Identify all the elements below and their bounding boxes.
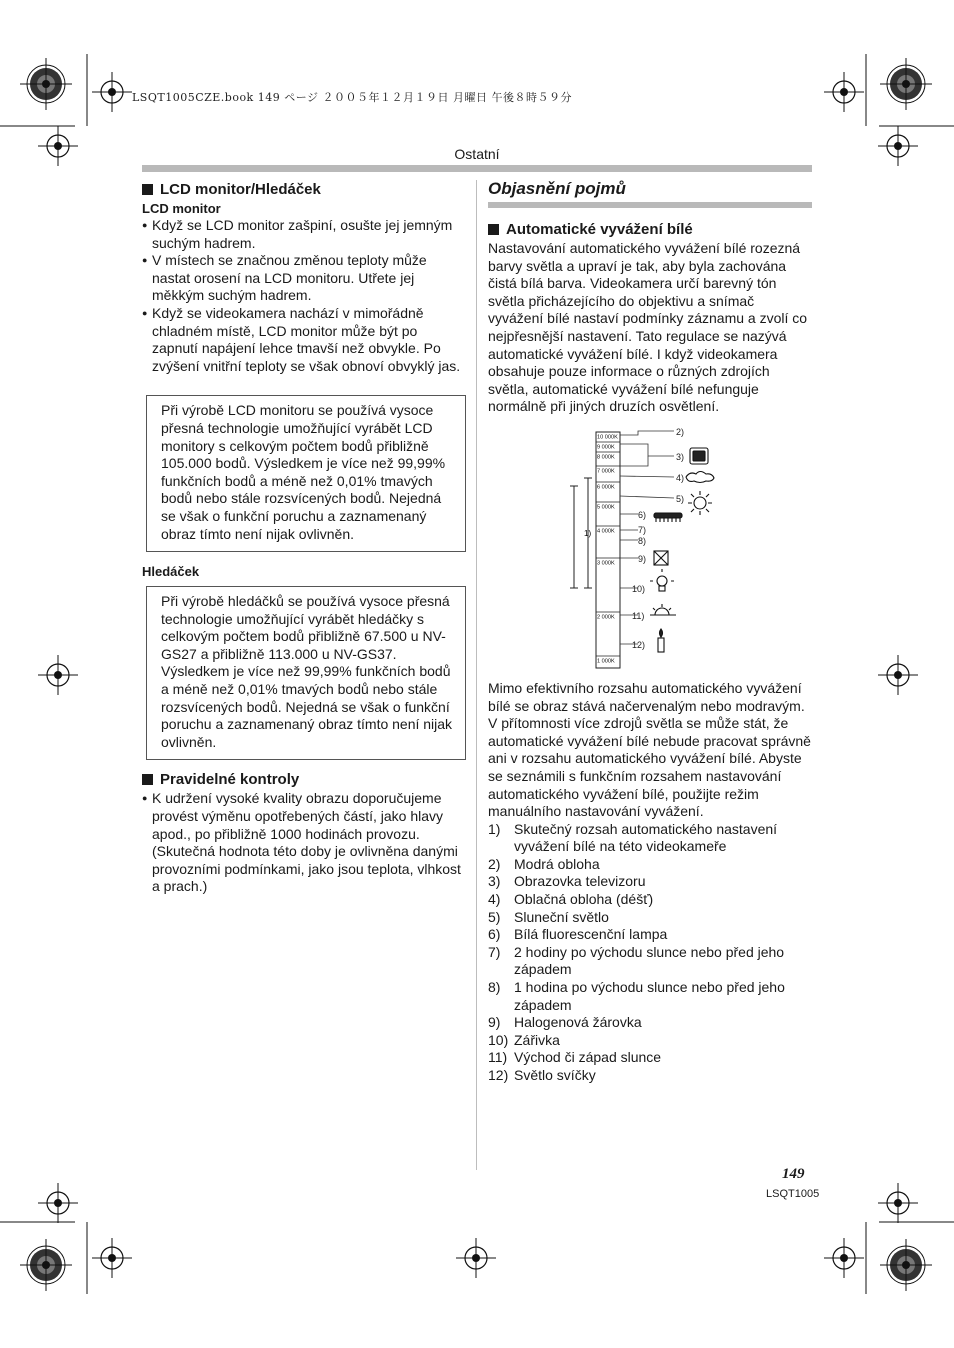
scale-label: 9 000K bbox=[597, 444, 615, 451]
registration-mark-icon bbox=[38, 655, 78, 695]
list-item: ● Když se videokamera nachází v mimořádně chladném místě, LCD monitor může být po zapnutí napájení lehce tmavší než obvykle. Po zvýšení vnitřní teploty se však obnoví obvyklý jas. bbox=[142, 305, 464, 375]
list-item: 7) 2 hodiny po východu slunce nebo před jeho západem bbox=[488, 943, 785, 978]
diagram-legend-list bbox=[488, 821, 812, 1085]
lcd-info-box: Při výrobě LCD monitoru se používá vysoce přesná technologie umožňující vyrábět LCD monitory s celkovým počtem bodů přibližně 105.000 bodů. Výsledkem je více než 99,99% funkčních bodů a méně než 0,01% tmavých bodů nebo stále rozsvícených bodů. Nejedná se však o funkční poruchu a zaznamenaný obraz tímto není nijak ovlivněn. bbox=[146, 395, 466, 552]
lcd-bullets bbox=[142, 217, 464, 375]
list-item: 11) Východ či západ slunce bbox=[488, 1049, 662, 1066]
registration-mark-icon bbox=[456, 1238, 496, 1278]
left-column bbox=[142, 178, 464, 896]
light-bulb-icon bbox=[650, 569, 674, 591]
television-icon bbox=[690, 448, 708, 464]
color-temperature-diagram bbox=[488, 426, 812, 672]
awb-paragraph-2: Mimo efektivního rozsahu automatického vyvážení bílé se obraz stává načervenalým nebo modravým. V přítomnosti více zdrojů světla se může stát, že automatické vyvážení bílé nebude pracovat správně ani v rozsahu automatického vyvážení bílé. Abyste se seznámili s funkčním rozsahem nastavování automatického vyvážení bílé, použijte režim manuálního nastavování vyvážení. bbox=[488, 679, 811, 820]
section-label: Ostatní bbox=[454, 146, 500, 162]
list-item: 1) Skutečný rozsah automatického nastavení vyvážení bílé na této videokameře bbox=[488, 820, 778, 855]
list-item: 6) Bílá fluorescenční lampa bbox=[488, 926, 668, 943]
registration-mark-icon bbox=[92, 72, 132, 112]
star-target-icon bbox=[20, 1239, 72, 1291]
list-item: ● K udržení vysoké kvality obrazu doporučujeme provést výměnu opotřebených částí, jako hlavy apod., po přibližně 1000 hodinách provozu. (Skutečná hodnota této doby je ovlivněna danými provozními podmínkami, jako jsou teplota, vlhkost a prach.) bbox=[142, 790, 464, 896]
list-item: ● V místech se značnou změnou teploty může nastat orosení na LCD monitoru. Utřete jej měkkým suchým hadrem. bbox=[142, 252, 464, 305]
callout-label: 4) bbox=[676, 472, 685, 483]
list-item: 3) Obrazovka televizoru bbox=[488, 873, 646, 890]
registration-mark-icon bbox=[878, 655, 918, 695]
lcd-subheading: LCD monitor bbox=[142, 201, 221, 216]
awb-heading: Automatické vyvážení bílé bbox=[488, 220, 812, 240]
maintenance-heading: Pravidelné kontroly bbox=[142, 770, 464, 790]
callout-label: 5) bbox=[676, 493, 685, 504]
viewfinder-subheading: Hledáček bbox=[142, 564, 200, 580]
callout-label: 8) bbox=[638, 535, 647, 546]
title-rule bbox=[488, 202, 812, 208]
callout-label: 11) bbox=[632, 610, 645, 621]
square-bullet-icon bbox=[142, 774, 153, 785]
list-item: 2) Modrá obloha bbox=[488, 855, 600, 872]
top-rule bbox=[142, 165, 812, 172]
halogen-lamp-icon bbox=[654, 551, 668, 565]
page-number: 149 bbox=[782, 1166, 805, 1182]
kelvin-scale-bar bbox=[596, 432, 620, 668]
list-item: 9) Halogenová žárovka bbox=[488, 1014, 642, 1031]
registration-mark-icon bbox=[878, 1183, 918, 1223]
star-target-icon bbox=[880, 58, 932, 110]
maintenance-bullets bbox=[142, 790, 464, 896]
scale-label: 2 000K bbox=[597, 614, 615, 621]
scale-label: 5 000K bbox=[597, 504, 615, 511]
scale-label: 1 000K bbox=[597, 658, 615, 665]
callout-label: 2) bbox=[676, 426, 685, 437]
registration-mark-icon bbox=[824, 72, 864, 112]
scale-label: 7 000K bbox=[597, 468, 615, 475]
list-item: ● Když se LCD monitor zašpiní, osušte jej jemným suchým hadrem. bbox=[142, 217, 464, 252]
callout-label: 9) bbox=[638, 553, 647, 564]
registration-mark-icon bbox=[824, 1238, 864, 1278]
sunset-icon bbox=[650, 604, 676, 615]
lcd-heading: LCD monitor/Hledáček bbox=[142, 180, 464, 200]
glossary-title: Objasnění pojmů bbox=[488, 179, 626, 198]
callout-label: 7) bbox=[638, 524, 647, 535]
awb-paragraph-1: Nastavování automatického vyvážení bílé rozezná barvy světla a upraví je tak, aby byla zachována čistá bílá barva. Videokamera určí barevný tón světla přicházejícího do objektivu a snímač vyvážení bílé nastaví podmínky záznamu a zvolí co nejpřesnější nastavení. Tato regulace se nazývá automatické vyvážení bílé. I když videokamera obsahuje pouze informace o různých zdrojích světla, automatické vyvážení bílé nefunguje normálně při jiných druzích osvětlení. bbox=[488, 240, 808, 415]
scale-label: 4 000K bbox=[597, 528, 615, 535]
viewfinder-info-box: Při výrobě hledáčků se používá vysoce přesná technologie umožňující vyrábět hledáčky s celkovým počtem bodů přibližně 67.500 u NV-GS27 a přibližně 113.000 u NV-GS37. Výsledkem je více než 99,99% funkčních bodů a méně než 0,01% tmavých bodů nebo stále rozsvícených bodů. Nejedná se však o funkční poruchu a zaznamenaný obraz tímto není nijak ovlivněn. bbox=[146, 586, 466, 760]
square-bullet-icon bbox=[488, 224, 499, 235]
scale-label: 6 000K bbox=[597, 484, 615, 491]
sun-icon bbox=[688, 491, 712, 515]
scale-label: 10 000K bbox=[597, 434, 618, 441]
callout-label: 6) bbox=[638, 509, 647, 520]
star-target-icon bbox=[20, 58, 72, 110]
list-item: 4) Oblačná obloha (déšť) bbox=[488, 891, 654, 908]
candle-icon bbox=[658, 629, 664, 652]
list-item: 12) Světlo svíčky bbox=[488, 1067, 596, 1083]
column-divider bbox=[476, 180, 477, 1170]
list-item: 8) 1 hodina po východu slunce nebo před jeho západem bbox=[488, 979, 785, 1013]
scale-label: 3 000K bbox=[597, 560, 615, 567]
callout-label: 1) bbox=[584, 528, 592, 538]
cloud-rain-icon bbox=[686, 471, 714, 482]
registration-mark-icon bbox=[38, 1183, 78, 1223]
print-header: LSQT1005CZE.book 149 ページ ２００５年１２月１９日 月曜日 午後８時５９分 bbox=[132, 91, 572, 104]
square-bullet-icon bbox=[142, 184, 153, 195]
fluorescent-lamp-icon bbox=[654, 513, 682, 522]
list-item: 5) Sluneční světlo bbox=[488, 908, 609, 925]
callout-label: 12) bbox=[632, 639, 646, 650]
callout-label: 3) bbox=[676, 451, 685, 462]
star-target-icon bbox=[880, 1239, 932, 1291]
document-code: LSQT1005 bbox=[766, 1188, 820, 1200]
right-column bbox=[488, 178, 812, 1085]
scale-label: 8 000K bbox=[597, 454, 615, 461]
callout-label: 10) bbox=[632, 583, 646, 594]
registration-mark-icon bbox=[92, 1238, 132, 1278]
list-item: 10) Zářivka bbox=[488, 1031, 560, 1048]
